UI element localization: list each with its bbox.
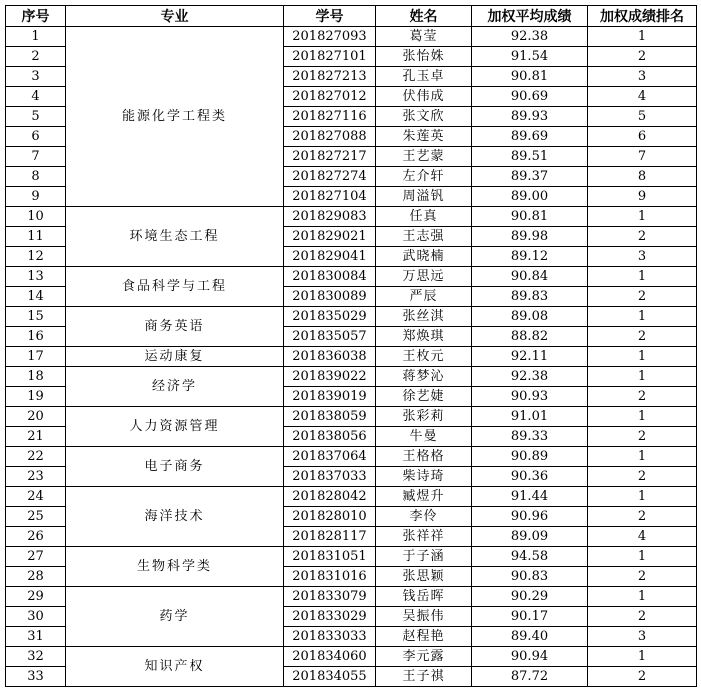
student-name-cell: 张彩莉 bbox=[376, 407, 472, 427]
student-name-cell: 钱岳晖 bbox=[376, 587, 472, 607]
serial-number-cell: 29 bbox=[6, 587, 66, 607]
student-id-cell: 201837064 bbox=[284, 447, 376, 467]
weighted-rank-cell: 3 bbox=[588, 67, 697, 87]
student-id-cell: 201830084 bbox=[284, 267, 376, 287]
student-name-cell: 王枚元 bbox=[376, 347, 472, 367]
serial-number-cell: 19 bbox=[6, 387, 66, 407]
weighted-rank-cell: 2 bbox=[588, 607, 697, 627]
student-id-cell: 201833029 bbox=[284, 607, 376, 627]
major-cell: 商务英语 bbox=[66, 307, 284, 347]
weighted-rank-cell: 2 bbox=[588, 427, 697, 447]
weighted-rank-cell: 1 bbox=[588, 367, 697, 387]
student-name-cell: 李伶 bbox=[376, 507, 472, 527]
student-name-cell: 郑焕琪 bbox=[376, 327, 472, 347]
student-id-cell: 201839022 bbox=[284, 367, 376, 387]
serial-number-cell: 26 bbox=[6, 527, 66, 547]
serial-number-cell: 28 bbox=[6, 567, 66, 587]
header-student-id: 学号 bbox=[284, 6, 376, 27]
weighted-rank-cell: 2 bbox=[588, 47, 697, 67]
serial-number-cell: 1 bbox=[6, 27, 66, 47]
weighted-average-cell: 92.38 bbox=[472, 27, 588, 47]
weighted-rank-cell: 1 bbox=[588, 447, 697, 467]
weighted-rank-cell: 3 bbox=[588, 627, 697, 647]
weighted-rank-cell: 2 bbox=[588, 507, 697, 527]
weighted-rank-cell: 5 bbox=[588, 107, 697, 127]
student-name-cell: 徐艺婕 bbox=[376, 387, 472, 407]
student-id-cell: 201827217 bbox=[284, 147, 376, 167]
weighted-rank-cell: 1 bbox=[588, 407, 697, 427]
major-cell: 能源化学工程类 bbox=[66, 27, 284, 207]
student-name-cell: 万思远 bbox=[376, 267, 472, 287]
serial-number-cell: 22 bbox=[6, 447, 66, 467]
weighted-rank-cell: 7 bbox=[588, 147, 697, 167]
serial-number-cell: 4 bbox=[6, 87, 66, 107]
student-id-cell: 201827101 bbox=[284, 47, 376, 67]
weighted-rank-cell: 1 bbox=[588, 27, 697, 47]
table-body bbox=[6, 27, 697, 687]
weighted-rank-cell: 2 bbox=[588, 327, 697, 347]
student-id-cell: 201827116 bbox=[284, 107, 376, 127]
weighted-average-cell: 92.38 bbox=[472, 367, 588, 387]
weighted-rank-cell: 8 bbox=[588, 167, 697, 187]
table-row bbox=[6, 307, 697, 327]
serial-number-cell: 21 bbox=[6, 427, 66, 447]
weighted-average-cell: 90.81 bbox=[472, 207, 588, 227]
serial-number-cell: 32 bbox=[6, 647, 66, 667]
table-row bbox=[6, 447, 697, 467]
weighted-rank-cell: 4 bbox=[588, 87, 697, 107]
weighted-average-cell: 90.93 bbox=[472, 387, 588, 407]
student-id-cell: 201831051 bbox=[284, 547, 376, 567]
weighted-average-cell: 88.82 bbox=[472, 327, 588, 347]
weighted-average-cell: 90.69 bbox=[472, 87, 588, 107]
student-name-cell: 左介轩 bbox=[376, 167, 472, 187]
weighted-rank-cell: 2 bbox=[588, 387, 697, 407]
student-id-cell: 201827104 bbox=[284, 187, 376, 207]
serial-number-cell: 16 bbox=[6, 327, 66, 347]
table-row bbox=[6, 267, 697, 287]
student-name-cell: 张祥祥 bbox=[376, 527, 472, 547]
student-id-cell: 201834060 bbox=[284, 647, 376, 667]
student-name-cell: 臧煜升 bbox=[376, 487, 472, 507]
weighted-rank-cell: 2 bbox=[588, 667, 697, 687]
student-id-cell: 201831016 bbox=[284, 567, 376, 587]
major-cell: 生物科学类 bbox=[66, 547, 284, 587]
weighted-rank-cell: 1 bbox=[588, 587, 697, 607]
weighted-rank-cell: 4 bbox=[588, 527, 697, 547]
weighted-rank-cell: 1 bbox=[588, 487, 697, 507]
weighted-rank-cell: 6 bbox=[588, 127, 697, 147]
student-name-cell: 王格格 bbox=[376, 447, 472, 467]
student-name-cell: 王艺蒙 bbox=[376, 147, 472, 167]
serial-number-cell: 33 bbox=[6, 667, 66, 687]
weighted-rank-cell: 1 bbox=[588, 347, 697, 367]
serial-number-cell: 7 bbox=[6, 147, 66, 167]
serial-number-cell: 13 bbox=[6, 267, 66, 287]
header-major: 专业 bbox=[66, 6, 284, 27]
weighted-rank-cell: 1 bbox=[588, 307, 697, 327]
serial-number-cell: 2 bbox=[6, 47, 66, 67]
weighted-average-cell: 90.83 bbox=[472, 567, 588, 587]
student-id-cell: 201830089 bbox=[284, 287, 376, 307]
weighted-average-cell: 90.96 bbox=[472, 507, 588, 527]
serial-number-cell: 17 bbox=[6, 347, 66, 367]
weighted-average-cell: 89.93 bbox=[472, 107, 588, 127]
table-row bbox=[6, 27, 697, 47]
student-name-cell: 王子祺 bbox=[376, 667, 472, 687]
serial-number-cell: 27 bbox=[6, 547, 66, 567]
table-row bbox=[6, 647, 697, 667]
weighted-rank-cell: 2 bbox=[588, 227, 697, 247]
serial-number-cell: 12 bbox=[6, 247, 66, 267]
weighted-average-cell: 89.00 bbox=[472, 187, 588, 207]
student-name-cell: 吴振伟 bbox=[376, 607, 472, 627]
serial-number-cell: 23 bbox=[6, 467, 66, 487]
weighted-average-cell: 90.17 bbox=[472, 607, 588, 627]
weighted-average-cell: 90.29 bbox=[472, 587, 588, 607]
student-id-cell: 201835057 bbox=[284, 327, 376, 347]
student-name-cell: 任真 bbox=[376, 207, 472, 227]
student-name-cell: 武晓楠 bbox=[376, 247, 472, 267]
weighted-average-cell: 89.69 bbox=[472, 127, 588, 147]
student-id-cell: 201827274 bbox=[284, 167, 376, 187]
student-id-cell: 201829083 bbox=[284, 207, 376, 227]
weighted-average-cell: 89.40 bbox=[472, 627, 588, 647]
student-name-cell: 张丝淇 bbox=[376, 307, 472, 327]
weighted-average-cell: 89.51 bbox=[472, 147, 588, 167]
weighted-rank-cell: 1 bbox=[588, 207, 697, 227]
weighted-average-cell: 90.89 bbox=[472, 447, 588, 467]
weighted-average-cell: 90.94 bbox=[472, 647, 588, 667]
weighted-rank-cell: 3 bbox=[588, 247, 697, 267]
grade-ranking-table bbox=[5, 5, 697, 687]
weighted-average-cell: 90.81 bbox=[472, 67, 588, 87]
weighted-average-cell: 91.54 bbox=[472, 47, 588, 67]
student-id-cell: 201833033 bbox=[284, 627, 376, 647]
student-name-cell: 李元露 bbox=[376, 647, 472, 667]
serial-number-cell: 5 bbox=[6, 107, 66, 127]
major-cell: 运动康复 bbox=[66, 347, 284, 367]
major-cell: 知识产权 bbox=[66, 647, 284, 687]
student-id-cell: 201828010 bbox=[284, 507, 376, 527]
table-row bbox=[6, 587, 697, 607]
header-serial-number: 序号 bbox=[6, 6, 66, 27]
serial-number-cell: 15 bbox=[6, 307, 66, 327]
weighted-average-cell: 89.12 bbox=[472, 247, 588, 267]
student-id-cell: 201838056 bbox=[284, 427, 376, 447]
weighted-rank-cell: 9 bbox=[588, 187, 697, 207]
weighted-average-cell: 89.37 bbox=[472, 167, 588, 187]
student-id-cell: 201828117 bbox=[284, 527, 376, 547]
weighted-average-cell: 89.98 bbox=[472, 227, 588, 247]
weighted-average-cell: 90.84 bbox=[472, 267, 588, 287]
student-name-cell: 伏伟成 bbox=[376, 87, 472, 107]
student-id-cell: 201827213 bbox=[284, 67, 376, 87]
student-id-cell: 201838059 bbox=[284, 407, 376, 427]
serial-number-cell: 8 bbox=[6, 167, 66, 187]
header-row bbox=[6, 6, 697, 27]
header-weighted-average: 加权平均成绩 bbox=[472, 6, 588, 27]
serial-number-cell: 20 bbox=[6, 407, 66, 427]
student-name-cell: 孔玉卓 bbox=[376, 67, 472, 87]
student-id-cell: 201829021 bbox=[284, 227, 376, 247]
serial-number-cell: 3 bbox=[6, 67, 66, 87]
weighted-average-cell: 91.01 bbox=[472, 407, 588, 427]
student-id-cell: 201835029 bbox=[284, 307, 376, 327]
student-id-cell: 201837033 bbox=[284, 467, 376, 487]
table-row bbox=[6, 487, 697, 507]
major-cell: 海洋技术 bbox=[66, 487, 284, 547]
student-id-cell: 201827093 bbox=[284, 27, 376, 47]
serial-number-cell: 24 bbox=[6, 487, 66, 507]
weighted-rank-cell: 2 bbox=[588, 287, 697, 307]
student-id-cell: 201828042 bbox=[284, 487, 376, 507]
student-name-cell: 朱莲英 bbox=[376, 127, 472, 147]
student-name-cell: 张文欣 bbox=[376, 107, 472, 127]
student-name-cell: 张思颖 bbox=[376, 567, 472, 587]
weighted-average-cell: 89.83 bbox=[472, 287, 588, 307]
major-cell: 环境生态工程 bbox=[66, 207, 284, 267]
student-name-cell: 赵程艳 bbox=[376, 627, 472, 647]
table-row bbox=[6, 207, 697, 227]
table-row bbox=[6, 407, 697, 427]
weighted-rank-cell: 1 bbox=[588, 267, 697, 287]
student-id-cell: 201839019 bbox=[284, 387, 376, 407]
serial-number-cell: 11 bbox=[6, 227, 66, 247]
major-cell: 电子商务 bbox=[66, 447, 284, 487]
weighted-rank-cell: 2 bbox=[588, 467, 697, 487]
student-id-cell: 201829041 bbox=[284, 247, 376, 267]
serial-number-cell: 14 bbox=[6, 287, 66, 307]
weighted-average-cell: 89.09 bbox=[472, 527, 588, 547]
weighted-average-cell: 89.08 bbox=[472, 307, 588, 327]
student-name-cell: 周溢钒 bbox=[376, 187, 472, 207]
student-name-cell: 柴诗琦 bbox=[376, 467, 472, 487]
major-cell: 经济学 bbox=[66, 367, 284, 407]
major-cell: 食品科学与工程 bbox=[66, 267, 284, 307]
serial-number-cell: 31 bbox=[6, 627, 66, 647]
table-row bbox=[6, 347, 697, 367]
weighted-average-cell: 89.33 bbox=[472, 427, 588, 447]
weighted-average-cell: 87.72 bbox=[472, 667, 588, 687]
weighted-rank-cell: 1 bbox=[588, 647, 697, 667]
student-name-cell: 牛曼 bbox=[376, 427, 472, 447]
weighted-rank-cell: 1 bbox=[588, 547, 697, 567]
major-cell: 人力资源管理 bbox=[66, 407, 284, 447]
table-row bbox=[6, 367, 697, 387]
major-cell: 药学 bbox=[66, 587, 284, 647]
student-name-cell: 王志强 bbox=[376, 227, 472, 247]
header-weighted-rank: 加权成绩排名 bbox=[588, 6, 697, 27]
serial-number-cell: 30 bbox=[6, 607, 66, 627]
serial-number-cell: 10 bbox=[6, 207, 66, 227]
student-id-cell: 201836038 bbox=[284, 347, 376, 367]
student-id-cell: 201827088 bbox=[284, 127, 376, 147]
serial-number-cell: 18 bbox=[6, 367, 66, 387]
student-name-cell: 张怡姝 bbox=[376, 47, 472, 67]
student-name-cell: 于子涵 bbox=[376, 547, 472, 567]
weighted-average-cell: 91.44 bbox=[472, 487, 588, 507]
table-row bbox=[6, 547, 697, 567]
weighted-average-cell: 90.36 bbox=[472, 467, 588, 487]
serial-number-cell: 9 bbox=[6, 187, 66, 207]
student-name-cell: 严辰 bbox=[376, 287, 472, 307]
student-id-cell: 201833079 bbox=[284, 587, 376, 607]
student-id-cell: 201827012 bbox=[284, 87, 376, 107]
weighted-average-cell: 94.58 bbox=[472, 547, 588, 567]
weighted-average-cell: 92.11 bbox=[472, 347, 588, 367]
student-name-cell: 葛莹 bbox=[376, 27, 472, 47]
weighted-rank-cell: 2 bbox=[588, 567, 697, 587]
serial-number-cell: 25 bbox=[6, 507, 66, 527]
student-name-cell: 蒋梦沁 bbox=[376, 367, 472, 387]
student-id-cell: 201834055 bbox=[284, 667, 376, 687]
header-name: 姓名 bbox=[376, 6, 472, 27]
serial-number-cell: 6 bbox=[6, 127, 66, 147]
